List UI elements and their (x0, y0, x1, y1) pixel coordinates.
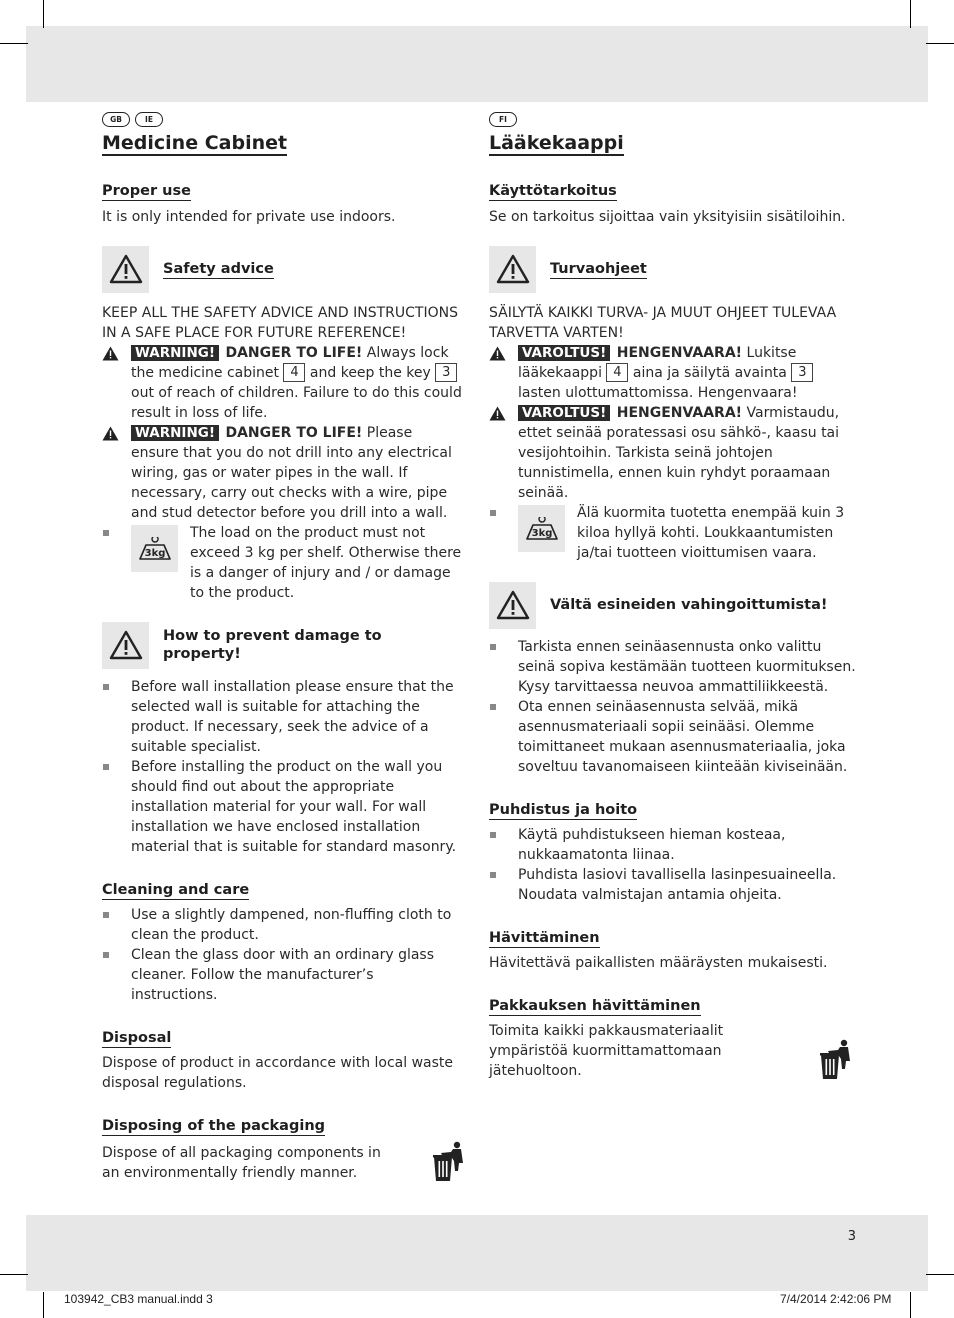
danger-label: DANGER TO LIFE! (225, 425, 363, 441)
warning-triangle-icon (489, 346, 506, 361)
damage-heading: How to prevent damage to property! (163, 628, 382, 662)
bullet-icon (103, 530, 109, 536)
proper-use-text: Se on tarkoitus sijoittaa vain yksityisiin sisätiloihin. (489, 209, 846, 225)
list-item-text: Puhdista lasiovi tavallisella lasinpesuaineella. Noudata valmistajan antamia ohjeita. (518, 867, 837, 903)
disposal-heading: Hävittäminen (489, 930, 600, 946)
list-item-text: Ota ennen seinäasennusta selvää, mikä asennusmateriaali sopii seinääsi. Olemme toimittaneet mukaan asennusmateriaalia, joka soveltuu tavanomaiseen kiinteään kiviseinään. (518, 699, 848, 775)
warning-text: Always lock the medicine cabinet (131, 345, 449, 381)
crop-mark (910, 1292, 911, 1318)
crop-mark (926, 1274, 954, 1275)
warning-item (489, 403, 857, 503)
cleaning-heading: Cleaning and care (102, 882, 250, 898)
danger-label: HENGENVAARA! (616, 345, 743, 361)
packaging-text: Dispose of all packaging components in an environmentally friendly manner. (102, 1145, 381, 1181)
warning-triangle-icon (102, 426, 119, 441)
list-item (489, 865, 857, 905)
crop-mark (910, 0, 911, 28)
page-number: 3 (847, 1229, 856, 1244)
bullet-icon (490, 510, 496, 516)
page-title: Medicine Cabinet (102, 132, 288, 154)
part-number-box: 4 (606, 363, 628, 382)
bullet-icon (490, 644, 496, 650)
packaging-heading: Disposing of the packaging (102, 1118, 326, 1134)
list-item (102, 677, 462, 757)
list-item (102, 757, 462, 857)
weight-label: 3kg (531, 527, 552, 539)
list-item-text: Käytä puhdistukseen hieman kosteaa, nukkaamatonta liinaa. (518, 827, 786, 863)
crop-mark (43, 1292, 44, 1318)
flag-gb: GB (102, 112, 130, 127)
part-number-box: 3 (791, 363, 813, 382)
safety-advice-header (489, 245, 857, 293)
list-item (489, 637, 857, 697)
recycle-bin-icon (819, 1039, 853, 1081)
damage-heading: Vältä esineiden vahingoittumista! (550, 597, 828, 613)
language-flags (102, 112, 462, 130)
list-item-text: Use a slightly dampened, non-fluffing cloth to clean the product. (131, 907, 452, 943)
recycle-bin-icon (432, 1141, 466, 1183)
disposal-text: Hävitettävä paikallisten määräysten mukaisesti. (489, 955, 828, 971)
list-item-text: Before wall installation please ensure that the selected wall is suitable for attaching the product. If necessary, seek the advice of a suitable specialist. (131, 679, 454, 755)
cleaning-heading: Puhdistus ja hoito (489, 802, 638, 818)
bullet-icon (103, 912, 109, 918)
part-number-box: 4 (283, 363, 305, 382)
load-text: The load on the product must not exceed 3 kg per shelf. Otherwise there is a danger of injury and / or damage to the product. (190, 525, 462, 601)
disposal-heading: Disposal (102, 1030, 172, 1046)
warning-triangle-icon (489, 246, 536, 293)
warning-item (102, 343, 462, 423)
list-item-text: Tarkista ennen seinäasennusta onko valittu seinä sopiva kestämään tuotteen kuormituksen. Kysy tarvittaessa neuvoa ammattiliikkeestä. (518, 639, 856, 695)
bullet-icon (103, 952, 109, 958)
weight-icon (518, 505, 565, 552)
warning-text: Varmistaudu, ettet seinää poratessasi osu sähkö-, kaasu tai vesijohtoihin. Tarkista seinä johtojen tunnistimella, ennen kuin ryhdyt poraamaan seinää. (518, 405, 840, 501)
english-column (102, 112, 462, 1183)
proper-use-heading: Käyttötarkoitus (489, 183, 617, 199)
warning-text: out of reach of children. Failure to do this could result in loss of life. (131, 385, 462, 421)
flag-ie: IE (135, 112, 163, 127)
safety-intro: SÄILYTÄ KAIKKI TURVA- JA MUUT OHJEET TULEVAA TARVETTA VARTEN! (489, 305, 837, 341)
list-item (489, 697, 857, 777)
warning-item (102, 423, 462, 523)
packaging-heading: Pakkauksen hävittäminen (489, 998, 701, 1014)
list-item (102, 945, 462, 1005)
safety-intro: KEEP ALL THE SAFETY ADVICE AND INSTRUCTIONS IN A SAFE PLACE FOR FUTURE REFERENCE! (102, 305, 458, 341)
warning-text: Lukitse lääkekaappi (518, 345, 797, 381)
danger-label: DANGER TO LIFE! (225, 345, 363, 361)
slug-datetime: 7/4/2014 2:42:06 PM (780, 1292, 892, 1306)
weight-icon (131, 525, 178, 572)
language-flags (489, 112, 857, 130)
bullet-icon (490, 704, 496, 710)
safety-advice-heading: Safety advice (163, 260, 274, 277)
load-item (102, 523, 462, 603)
warning-text: lasten ulottumattomissa. Hengenvaara! (518, 385, 798, 401)
bullet-icon (103, 684, 109, 690)
slug-file: 103942_CB3 manual.indd 3 (64, 1292, 213, 1306)
warning-text: aina ja säilytä avainta (632, 365, 787, 381)
warning-tag: VAROLTUS! (518, 405, 610, 421)
bullet-icon (490, 832, 496, 838)
header-band (26, 26, 928, 102)
warning-tag: WARNING! (131, 425, 219, 441)
bullet-icon (103, 764, 109, 770)
safety-advice-header (102, 245, 462, 293)
list-item (102, 905, 462, 945)
list-item (489, 825, 857, 865)
bullet-icon (490, 872, 496, 878)
disposal-text: Dispose of product in accordance with local waste disposal regulations. (102, 1055, 454, 1091)
warning-triangle-icon (489, 582, 536, 629)
warning-triangle-icon (102, 622, 149, 669)
safety-advice-heading: Turvaohjeet (550, 260, 647, 277)
warning-text: and keep the key (309, 365, 431, 381)
warning-triangle-icon (102, 246, 149, 293)
list-item-text: Clean the glass door with an ordinary glass cleaner. Follow the manufacturer’s instructions. (131, 947, 435, 1003)
danger-label: HENGENVAARA! (616, 405, 743, 421)
finnish-column (489, 112, 857, 1081)
page-title: Lääkekaappi (489, 132, 624, 154)
proper-use-heading: Proper use (102, 183, 191, 199)
load-item (489, 503, 857, 563)
part-number-box: 3 (435, 363, 457, 382)
list-item-text: Before installing the product on the wall you should find out about the appropriate installation material for your wall. For wall installation we have enclosed installation material that is suitable for standard masonry. (131, 759, 457, 855)
warning-triangle-icon (489, 406, 506, 421)
warning-triangle-icon (102, 346, 119, 361)
crop-mark (0, 1274, 28, 1275)
warning-text: Please ensure that you do not drill into any electrical wiring, gas or water pipes in the wall. If necessary, carry out checks with a wire, pipe and stud detector before you drill into a wall. (131, 425, 452, 521)
crop-mark (0, 43, 28, 44)
warning-tag: WARNING! (131, 345, 219, 361)
damage-header (489, 581, 857, 629)
warning-item (489, 343, 857, 403)
damage-header (102, 621, 462, 669)
packaging-text: Toimita kaikki pakkausmateriaalit ympäristöä kuormittamattomaan jätehuoltoon. (489, 1023, 724, 1079)
warning-tag: VAROLTUS! (518, 345, 610, 361)
flag-fi: FI (489, 112, 517, 127)
crop-mark (926, 43, 954, 44)
crop-mark (43, 0, 44, 28)
proper-use-text: It is only intended for private use indoors. (102, 209, 396, 225)
load-text: Älä kuormita tuotetta enempää kuin 3 kiloa hyllyä kohti. Loukkaantumisten ja/tai tuotteen vioittumisen vaara. (577, 505, 845, 561)
footer-band (26, 1215, 928, 1291)
weight-label: 3kg (144, 547, 165, 559)
